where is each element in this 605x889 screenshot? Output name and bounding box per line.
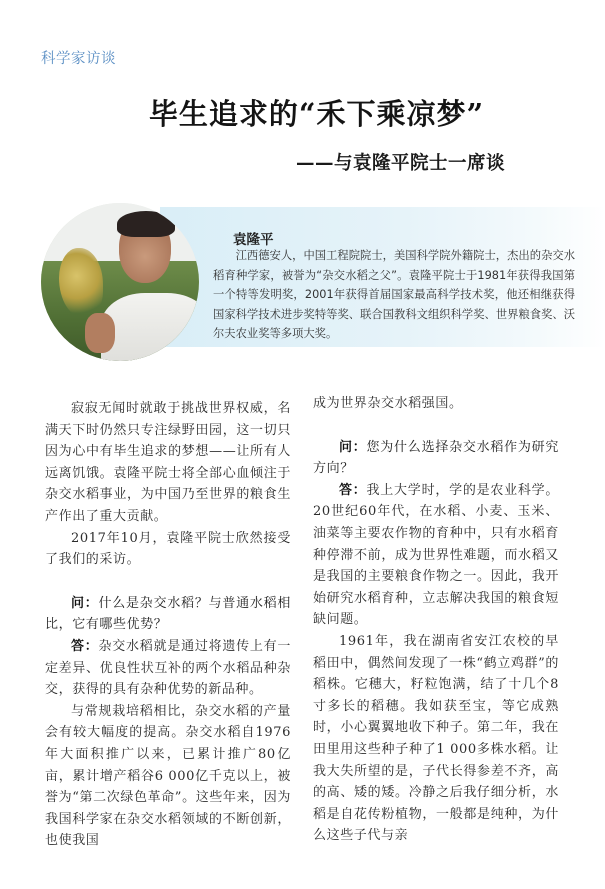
answer-text: 杂交水稻就是通过将遗传上有一定差异、优良性状互补的两个水稻品种杂交，获得的具有杂种优势的新品种。 [45, 638, 292, 698]
question-1 [45, 593, 291, 636]
answer-paragraph: 1961年，我在湖南省安江农校的早稻田中，偶然间发现了一株“鹤立鸡群”的稻株。它穗大，籽粒饱满，结了十几个8寸多长的稻穗。我如获至宝，等它成熟时，小心翼翼地收下种子。第二年，我在田里用这些种子种了1 000多株水稻。让我大失所望的是，子代长得参差不齐，高的高、矮的矮。冷静之后我仔细分析，水稻是自花传粉植物，一般都是纯种，为什么这些子代与亲 [313, 633, 559, 844]
question-text: 您为什么选择杂交水稻作为研究方向？ [313, 439, 560, 477]
answer-label: 答： [339, 482, 367, 498]
question-label: 问： [339, 439, 367, 455]
profile-bio: 江西德安人，中国工程院院士，美国科学院外籍院士，杰出的杂交水稻育种学家，被誉为“杂交水稻之父”。袁隆平院士于1981年获得我国第一个特等发明奖，2001年获得首届国家最高科学技术奖，他还相继获得国家科学技术进步奖特等奖、联合国教科文组织科学奖、世界粮食奖、沃尔夫农业奖等多项大奖。 [213, 249, 575, 340]
article-column-left [45, 398, 291, 852]
photo-hair [117, 211, 175, 237]
question-text: 什么是杂交水稻？与普通水稻相比，它有哪些优势？ [45, 595, 292, 633]
answer-label: 答： [71, 638, 99, 654]
profile-name: 袁隆平 [233, 232, 274, 248]
section-label: 科学家访谈 [41, 51, 116, 67]
answer-paragraph-continued: 成为世界杂交水稻强国。 [313, 396, 463, 411]
intro-paragraph: 寂寂无闻时就敢于挑战世界权威，名满天下时仍然只专注绿野田园，这一切只因为心中有毕生追求的梦想——让所有人远离饥饿。袁隆平院士将全部心血倾注于杂交水稻事业，为中国乃至世界的粮食生产作出了重大贡献。 [45, 401, 291, 524]
article-column-right [313, 393, 559, 847]
photo-shirt [101, 293, 199, 361]
answer-text: 我上大学时，学的是农业科学。20世纪60年代，在水稻、小麦、玉米、油菜等主要农作物的育种中，只有水稻育种停滞不前，成为世界性难题，而水稻又是我国的主要粮食作物之一。因此，我开始研究水稻育种，立志解决我国的粮食短缺问题。 [313, 482, 560, 628]
question-2 [313, 437, 559, 480]
article-title: 毕生追求的“禾下乘凉梦” [148, 97, 485, 131]
article-subtitle: ——与袁隆平院士一席谈 [296, 153, 506, 174]
answer-1 [45, 636, 291, 701]
question-label: 问： [71, 595, 99, 611]
intro-paragraph: 2017年10月，袁隆平院士欣然接受了我们的采访。 [45, 530, 291, 568]
profile-photo [41, 203, 199, 361]
photo-hand [85, 313, 115, 353]
answer-paragraph: 与常规栽培稻相比，杂交水稻的产量会有较大幅度的提高。杂交水稻自1976年大面积推广以来，已累计推广80亿亩，累计增产稻谷6 000亿千克以上，被誉为“第二次绿色革命”。这些年来，因为我国科学家在杂交水稻领域的不断创新，也使我国 [45, 703, 291, 849]
answer-2 [313, 480, 559, 631]
